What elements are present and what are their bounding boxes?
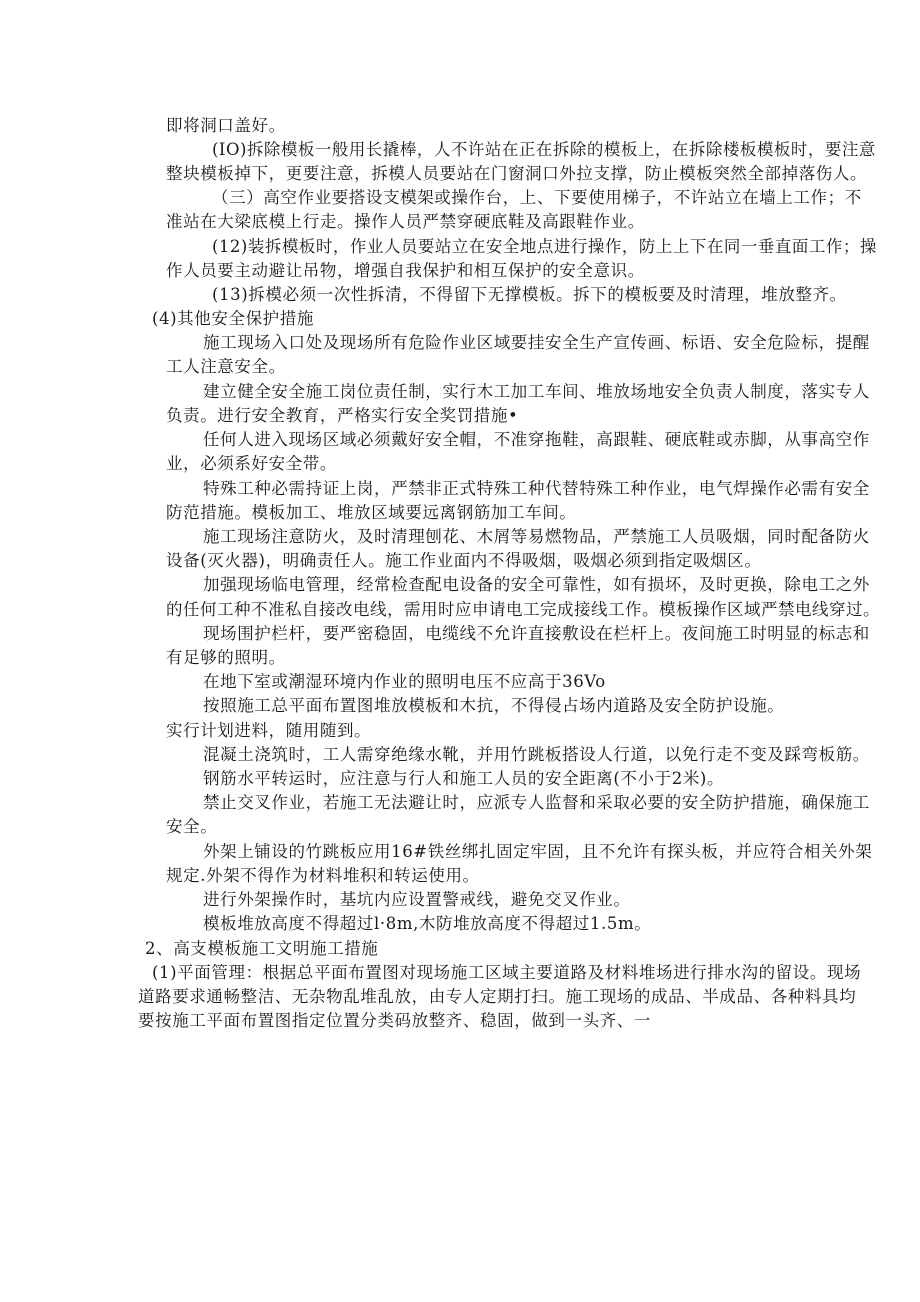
text-line: 工人注意安全。 [166,357,286,376]
section-heading: 2、高支模板施工文明施工措施 [145,939,379,958]
text-line: 禁止交叉作业，若施工无法避让时，应派专人监督和采取必要的安全防护措施，确保施工 [203,793,870,812]
text-line: 设备(灭火器)，明确责任人。施工作业面内不得吸烟，吸烟必须到指定吸烟区。 [166,551,762,570]
text-line: （三）高空作业要搭设支模架或操作台，上、下要使用梯子，不许站立在墙上工作；不 [212,188,862,207]
text-line: 模板堆放高度不得超过l·8m,木防堆放高度不得超过1.5m。 [203,914,652,933]
text-line: 任何人进入现场区域必须戴好安全帽，不准穿拖鞋，高跟鞋、硬底鞋或赤脚，从事高空作 [203,430,870,449]
text-line: 特殊工种必需持证上岗，严禁非正式特殊工种代替特殊工种作业，电气焊操作必需有安全 [203,479,870,498]
text-line: 有足够的照明。 [166,648,286,667]
text-line: 按照施工总平面布置图堆放模板和木抗，不得侵占场内道路及安全防护设施。 [203,696,785,715]
text-line: 施工现场入口处及现场所有危险作业区域要挂安全生产宣传画、标语、安全危险标，提醒 [203,333,870,352]
text-line: 业，必须系好安全带。 [166,454,337,473]
text-line: 规定.外架不得作为材料堆积和转运使用。 [166,866,480,885]
text-line: 的任何工种不准私自接改电线，需用时应申请电工完成接线工作。模板操作区域严禁电线穿过。 [166,600,880,619]
text-line: 安全。 [166,817,218,836]
text-line: 进行外架操作时，基坑内应设置警戒线，避免交叉作业。 [203,890,631,909]
section-heading: (4)其他安全保护措施 [152,309,314,328]
text-line: (12)装拆模板时，作业人员要站立在安全地点进行操作，防上上下在同一垂直面工作；操 [212,237,877,256]
text-line: (13)拆模必须一次性拆清，不得留下无撑模板。拆下的模板要及时清理，堆放整齐。 [212,285,847,304]
text-line: 钢筋水平转运时，应注意与行人和施工人员的安全距离(不小于2米)。 [203,769,725,788]
text-line: (1)平面管理：根据总平面布置图对现场施工区域主要道路及材料堆场进行排水沟的留设。现场 [152,963,862,982]
text-line: 作人员要主动避让吊物，增强自我保护和相互保护的安全意识。 [166,261,645,280]
text-line: 准站在大梁底模上行走。操作人员严禁穿硬底鞋及高跟鞋作业。 [166,212,645,231]
text-line: 防范措施。模板加工、堆放区域要远离钢筋加工车间。 [166,503,577,522]
text-line: 混凝土浇筑时，工人需穿绝缘水靴，并用竹跳板搭设人行道，以免行走不变及踩弯板筋。 [203,745,870,764]
text-line: 施工现场注意防火，及时清理刨花、木屑等易燃物品，严禁施工人员吸烟，同时配备防火 [203,527,870,546]
text-line: 要按施工平面布置图指定位置分类码放整齐、稳固，做到一头齐、一 [138,1011,651,1030]
text-line: 实行计划进料，随用随到。 [166,721,372,740]
text-line: 外架上铺设的竹跳板应用16#铁丝绑扎固定牢固，且不允许有探头板，并应符合相关外架 [203,842,873,861]
text-line: 负责。进行安全教育，严格实行安全奖罚措施• [166,406,519,425]
text-line: 道路要求通畅整洁、无杂物乱堆乱放，由专人定期打扫。施工现场的成品、半成品、各种料具均 [138,987,857,1006]
text-line: 即将洞口盖好。 [166,116,286,135]
text-line: 在地下室或潮湿环境内作业的照明电压不应高于36Vo [203,672,606,691]
text-line: 整块模板掉下，更要注意，拆模人员要站在门窗洞口外拉支撑，防止模板突然全部掉落伤人。 [166,164,868,183]
text-line: 加强现场临电管理，经常检查配电设备的安全可靠性，如有损坏，及时更换，除电工之外 [203,575,870,594]
text-line: 建立健全安全施工岗位责任制，实行木工加工车间、堆放场地安全负责人制度，落实专人 [203,382,870,401]
text-line: (IO)拆除模板一般用长撬棒，人不许站在正在拆除的模板上，在拆除楼板模板时，要注意 [212,140,876,159]
text-line: 现场围护栏杆，要严密稳固，电缆线不允许直接敷设在栏杆上。夜间施工时明显的标志和 [203,624,870,643]
